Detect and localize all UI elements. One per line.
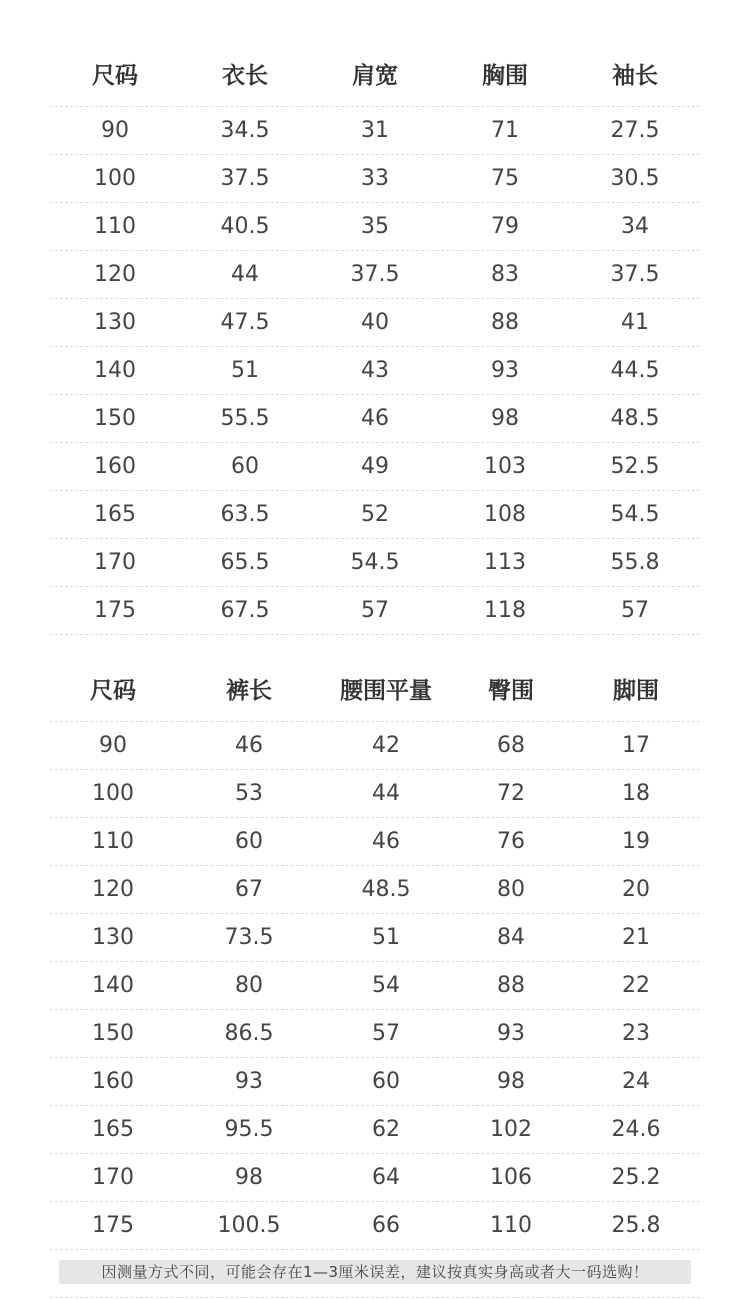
bottom-header-cell: 臀围 bbox=[488, 677, 534, 704]
bottom-table-cell: 106 bbox=[490, 1165, 532, 1190]
bottom-table-cell: 44 bbox=[372, 781, 400, 806]
bottom-table-cell: 98 bbox=[497, 1069, 525, 1094]
top-table-cell: 47.5 bbox=[220, 310, 270, 335]
bottom-table-cell: 100.5 bbox=[217, 1213, 281, 1238]
bottom-table-cell: 150 bbox=[92, 1021, 134, 1046]
top-table-row bbox=[50, 107, 700, 155]
top-table-cell: 160 bbox=[94, 454, 136, 479]
bottom-table-cell: 53 bbox=[235, 781, 263, 806]
bottom-table-row bbox=[50, 1010, 700, 1058]
bottom-table-cell: 25.2 bbox=[611, 1165, 661, 1190]
top-size-table bbox=[50, 40, 700, 635]
top-table-row bbox=[50, 299, 700, 347]
top-table-row bbox=[50, 155, 700, 203]
bottom-header-cell: 尺码 bbox=[90, 677, 136, 704]
top-table-cell: 57 bbox=[621, 598, 649, 623]
top-table-row bbox=[50, 203, 700, 251]
top-table-cell: 63.5 bbox=[220, 502, 270, 527]
bottom-table-row bbox=[50, 770, 700, 818]
top-table-cell: 67.5 bbox=[220, 598, 270, 623]
top-table-cell: 90 bbox=[101, 118, 129, 143]
divider bbox=[50, 1297, 700, 1298]
top-table-cell: 40 bbox=[361, 310, 389, 335]
top-table-cell: 113 bbox=[484, 550, 526, 575]
bottom-table-cell: 64 bbox=[372, 1165, 400, 1190]
bottom-table-cell: 25.8 bbox=[611, 1213, 661, 1238]
top-table-row bbox=[50, 443, 700, 491]
bottom-table-cell: 54 bbox=[372, 973, 400, 998]
bottom-table-cell: 100 bbox=[92, 781, 134, 806]
top-table-cell: 108 bbox=[484, 502, 526, 527]
top-table-cell: 51 bbox=[231, 358, 259, 383]
bottom-table-cell: 73.5 bbox=[224, 925, 274, 950]
top-table-cell: 37.5 bbox=[610, 262, 660, 287]
bottom-table-cell: 72 bbox=[497, 781, 525, 806]
top-header-cell: 衣长 bbox=[222, 62, 268, 89]
bottom-table-cell: 93 bbox=[235, 1069, 263, 1094]
top-table-cell: 27.5 bbox=[610, 118, 660, 143]
bottom-table-row bbox=[50, 866, 700, 914]
bottom-table-cell: 88 bbox=[497, 973, 525, 998]
bottom-table-cell: 68 bbox=[497, 733, 525, 758]
top-table-cell: 52.5 bbox=[610, 454, 660, 479]
top-table-cell: 40.5 bbox=[220, 214, 270, 239]
bottom-table-cell: 170 bbox=[92, 1165, 134, 1190]
bottom-table-cell: 19 bbox=[622, 829, 650, 854]
bottom-table-cell: 42 bbox=[372, 733, 400, 758]
bottom-table-cell: 110 bbox=[490, 1213, 532, 1238]
bottom-table-cell: 84 bbox=[497, 925, 525, 950]
top-table-cell: 88 bbox=[491, 310, 519, 335]
top-table-cell: 46 bbox=[361, 406, 389, 431]
top-table-cell: 44 bbox=[231, 262, 259, 287]
top-table-row bbox=[50, 491, 700, 539]
bottom-table-cell: 80 bbox=[497, 877, 525, 902]
bottom-table-row bbox=[50, 1154, 700, 1202]
top-table-cell: 44.5 bbox=[610, 358, 660, 383]
bottom-header-row bbox=[50, 655, 700, 722]
bottom-table-cell: 60 bbox=[235, 829, 263, 854]
top-table-row bbox=[50, 251, 700, 299]
top-table-cell: 55.5 bbox=[220, 406, 270, 431]
bottom-table-cell: 120 bbox=[92, 877, 134, 902]
bottom-table-cell: 24.6 bbox=[611, 1117, 661, 1142]
top-table-cell: 165 bbox=[94, 502, 136, 527]
bottom-table-cell: 140 bbox=[92, 973, 134, 998]
bottom-table-cell: 46 bbox=[372, 829, 400, 854]
bottom-table-cell: 22 bbox=[622, 973, 650, 998]
top-header-cell: 胸围 bbox=[482, 62, 528, 89]
bottom-table-cell: 62 bbox=[372, 1117, 400, 1142]
bottom-table-cell: 67 bbox=[235, 877, 263, 902]
bottom-table-cell: 86.5 bbox=[224, 1021, 274, 1046]
bottom-table-cell: 17 bbox=[622, 733, 650, 758]
bottom-table-cell: 18 bbox=[622, 781, 650, 806]
top-table-row bbox=[50, 395, 700, 443]
top-table-cell: 54.5 bbox=[610, 502, 660, 527]
top-table-cell: 34 bbox=[621, 214, 649, 239]
top-table-cell: 110 bbox=[94, 214, 136, 239]
top-table-cell: 34.5 bbox=[220, 118, 270, 143]
top-table-cell: 120 bbox=[94, 262, 136, 287]
bottom-table-cell: 57 bbox=[372, 1021, 400, 1046]
top-table-cell: 35 bbox=[361, 214, 389, 239]
bottom-table-cell: 110 bbox=[92, 829, 134, 854]
top-header-cell: 尺码 bbox=[92, 62, 138, 89]
bottom-header-cell: 腰围平量 bbox=[340, 677, 432, 704]
top-header-row bbox=[50, 40, 700, 107]
top-table-cell: 41 bbox=[621, 310, 649, 335]
bottom-table-cell: 46 bbox=[235, 733, 263, 758]
bottom-table-cell: 130 bbox=[92, 925, 134, 950]
top-table-cell: 55.8 bbox=[610, 550, 660, 575]
bottom-table-cell: 102 bbox=[490, 1117, 532, 1142]
bottom-table-cell: 60 bbox=[372, 1069, 400, 1094]
top-table-cell: 93 bbox=[491, 358, 519, 383]
top-table-cell: 100 bbox=[94, 166, 136, 191]
top-table-cell: 130 bbox=[94, 310, 136, 335]
bottom-header-cell: 裤长 bbox=[226, 677, 272, 704]
top-table-cell: 60 bbox=[231, 454, 259, 479]
top-table-cell: 57 bbox=[361, 598, 389, 623]
top-table-row bbox=[50, 539, 700, 587]
measurement-note: 因测量方式不同，可能会存在1—3厘米误差，建议按真实身高或者大一码选购！ bbox=[59, 1260, 691, 1284]
top-table-cell: 75 bbox=[491, 166, 519, 191]
bottom-table-cell: 66 bbox=[372, 1213, 400, 1238]
bottom-table-cell: 20 bbox=[622, 877, 650, 902]
top-table-cell: 79 bbox=[491, 214, 519, 239]
top-header-cell: 袖长 bbox=[612, 62, 658, 89]
bottom-table-cell: 51 bbox=[372, 925, 400, 950]
top-table-cell: 65.5 bbox=[220, 550, 270, 575]
top-table-cell: 71 bbox=[491, 118, 519, 143]
top-table-cell: 37.5 bbox=[220, 166, 270, 191]
top-table-cell: 98 bbox=[491, 406, 519, 431]
bottom-table-cell: 95.5 bbox=[224, 1117, 274, 1142]
bottom-table-row bbox=[50, 818, 700, 866]
top-table-cell: 37.5 bbox=[350, 262, 400, 287]
top-table-cell: 170 bbox=[94, 550, 136, 575]
bottom-table-row bbox=[50, 962, 700, 1010]
bottom-table-cell: 93 bbox=[497, 1021, 525, 1046]
bottom-table-row bbox=[50, 1202, 700, 1250]
top-header-cell: 肩宽 bbox=[352, 62, 398, 89]
bottom-table-cell: 48.5 bbox=[361, 877, 411, 902]
bottom-table-cell: 160 bbox=[92, 1069, 134, 1094]
top-table-cell: 52 bbox=[361, 502, 389, 527]
top-table-row bbox=[50, 587, 700, 635]
bottom-table-cell: 175 bbox=[92, 1213, 134, 1238]
bottom-table-cell: 98 bbox=[235, 1165, 263, 1190]
bottom-table-cell: 76 bbox=[497, 829, 525, 854]
top-table-cell: 48.5 bbox=[610, 406, 660, 431]
bottom-header-cell: 脚围 bbox=[613, 677, 659, 704]
top-table-cell: 140 bbox=[94, 358, 136, 383]
top-table-cell: 43 bbox=[361, 358, 389, 383]
top-table-cell: 33 bbox=[361, 166, 389, 191]
top-table-row bbox=[50, 347, 700, 395]
top-table-cell: 118 bbox=[484, 598, 526, 623]
bottom-table-row bbox=[50, 1106, 700, 1154]
top-table-cell: 31 bbox=[361, 118, 389, 143]
top-table-cell: 30.5 bbox=[610, 166, 660, 191]
top-table-cell: 150 bbox=[94, 406, 136, 431]
bottom-table-cell: 23 bbox=[622, 1021, 650, 1046]
bottom-table-cell: 24 bbox=[622, 1069, 650, 1094]
bottom-table-cell: 21 bbox=[622, 925, 650, 950]
top-table-cell: 103 bbox=[484, 454, 526, 479]
top-table-cell: 49 bbox=[361, 454, 389, 479]
top-table-cell: 175 bbox=[94, 598, 136, 623]
bottom-table-row bbox=[50, 1058, 700, 1106]
bottom-table-row bbox=[50, 722, 700, 770]
bottom-table-row bbox=[50, 914, 700, 962]
bottom-table-cell: 80 bbox=[235, 973, 263, 998]
bottom-table-cell: 165 bbox=[92, 1117, 134, 1142]
top-table-cell: 54.5 bbox=[350, 550, 400, 575]
bottom-size-table bbox=[50, 655, 700, 1250]
bottom-table-cell: 90 bbox=[99, 733, 127, 758]
top-table-cell: 83 bbox=[491, 262, 519, 287]
